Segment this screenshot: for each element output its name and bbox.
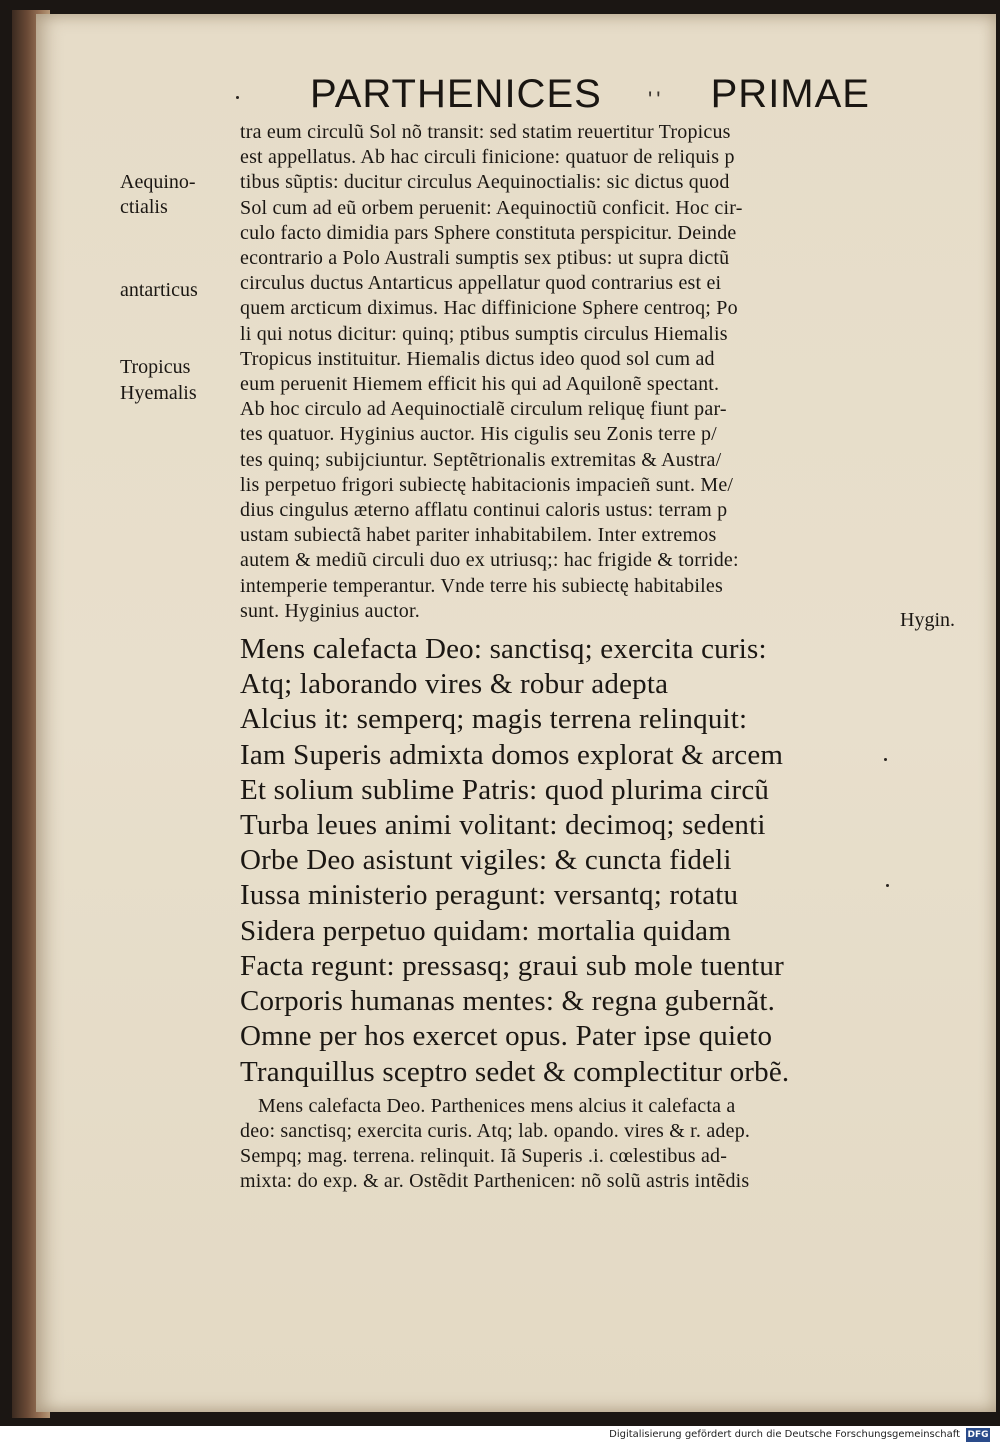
prose-line: lis perpetuo frigori subiectę habitacionis impacieñ sunt. Me/: [240, 473, 734, 496]
header-left-word: PARTHENICES: [310, 72, 602, 116]
verse-line: Iam Superis admixta domos explorat & arcem: [240, 738, 784, 771]
prose-line: autem & mediũ circuli duo ex utriusq;: hac frigide & torride:: [240, 549, 739, 572]
prose-line: sunt. Hyginius auctor.: [240, 599, 420, 622]
header-mark: '': [648, 87, 665, 112]
verse-line: Alcius it: semperq; magis terrena relinquit:: [240, 703, 748, 736]
ink-speck: [884, 758, 887, 761]
verse-line: Iussa ministerio peragunt: versantq; rotatu: [240, 879, 739, 912]
prose-commentary: [240, 120, 888, 624]
verse-line: Facta regunt: pressasq; graui sub mole tuentur: [240, 949, 784, 982]
prose-line: econtrario a Polo Australi sumptis sex ptibus: ut supra dictũ: [240, 247, 730, 270]
comment-line: deo: sanctisq; exercita curis. Atq; lab. opando. vires & r. adep.: [240, 1119, 751, 1142]
prose-line: tibus sũptis: ducitur circulus Aequinoctialis: sic dictus quod: [240, 171, 730, 194]
margin-note-aequinoctialis-2: ctialis: [120, 196, 168, 218]
verse-line: Turba leues animi volitant: decimoq; sedenti: [240, 809, 766, 842]
prose-line: ustam subiectã habet pariter inhabitabilem. Inter extremos: [240, 524, 717, 547]
header-right-word: PRIMAE: [710, 72, 870, 116]
margin-note-antarticus: antarticus: [120, 279, 198, 301]
prose-line: tes quatuor. Hyginius auctor. His cigulis seu Zonis terre p/: [240, 423, 717, 446]
footer-credit: Digitalisierung gefördert durch die Deutsche Forschungsgemeinschaft: [609, 1429, 960, 1440]
prose-line: li qui notus dicitur: quinq; ptibus sumptis circulus Hiemalis: [240, 322, 728, 345]
verse-line: Atq; laborando vires & robur adepta: [240, 668, 669, 701]
verse-block: [240, 632, 888, 1090]
prose-line: est appellatus. Ab hac circuli finicione: quatuor de reliquis p: [240, 146, 735, 169]
prose-line: Sol cum ad eũ orbem peruenit: Aequinoctiũ conficit. Hoc cir-: [240, 196, 743, 219]
ink-speck: [236, 96, 239, 99]
verse-line: Corporis humanas mentes: & regna gubernãt.: [240, 985, 776, 1018]
prose-line: tra eum circulũ Sol nõ transit: sed statim reuertitur Tropicus: [240, 121, 731, 143]
verse-line: Orbe Deo asistunt vigiles: & cuncta fideli: [240, 844, 732, 877]
prose-line: Tropicus instituitur. Hiemalis dictus ideo quod sol cum ad: [240, 347, 715, 370]
prose-line: intemperie temperantur. Vnde terre his subiectę habitabiles: [240, 574, 723, 597]
verse-line: Omne per hos exercet opus. Pater ipse quieto: [240, 1020, 773, 1053]
margin-note-hyemalis: Hyemalis: [120, 382, 197, 404]
prose-line: eum peruenit Hiemem efficit his qui ad Aquilonẽ spectant.: [240, 373, 720, 396]
verse-commentary: [240, 1094, 888, 1194]
prose-line: tes quinq; subijciuntur. Septẽtrionalis extremitas & Austra/: [240, 448, 722, 471]
dfg-logo-icon: DFG: [967, 1430, 989, 1440]
prose-line: quem arcticum diximus. Hac diffinicione Sphere centroq; Po: [240, 297, 738, 320]
prose-line: culo facto dimidia pars Sphere constituta perspicitur. Deinde: [240, 221, 737, 244]
margin-note-hyginus: Hygin.: [900, 609, 955, 631]
ink-speck: [886, 884, 889, 887]
verse-line: Sidera perpetuo quidam: mortalia quidam: [240, 914, 732, 947]
verse-line: Et solium sublime Patris: quod plurima circũ: [240, 773, 770, 806]
verse-line: Tranquillus sceptro sedet & complectitur orbẽ.: [240, 1055, 790, 1088]
main-text-block: [240, 120, 888, 1194]
prose-line: circulus ductus Antarticus appellatur quod contrarius est ei: [240, 272, 722, 295]
comment-line: Sempq; mag. terrena. relinquit. Iã Superis .i. cœlestibus ad-: [240, 1144, 728, 1167]
verse-line: Mens calefacta Deo: sanctisq; exercita curis:: [240, 633, 767, 666]
prose-line: dius cingulus æterno afflatu continui caloris ustus: terram p: [240, 499, 728, 522]
comment-line: mixta: do exp. & ar. Ostẽdit Parthenicen: nõ solũ astris intẽdis: [240, 1169, 750, 1192]
comment-line: Mens calefacta Deo. Parthenices mens alcius it calefacta a: [258, 1094, 736, 1117]
prose-line: Ab hoc circulo ad Aequinoctialẽ circulum reliquę fiunt par-: [240, 398, 727, 421]
margin-note-tropicus: Tropicus: [120, 356, 191, 378]
running-header: [310, 72, 870, 117]
margin-note-aequinoctialis-1: Aequino-: [120, 171, 196, 193]
